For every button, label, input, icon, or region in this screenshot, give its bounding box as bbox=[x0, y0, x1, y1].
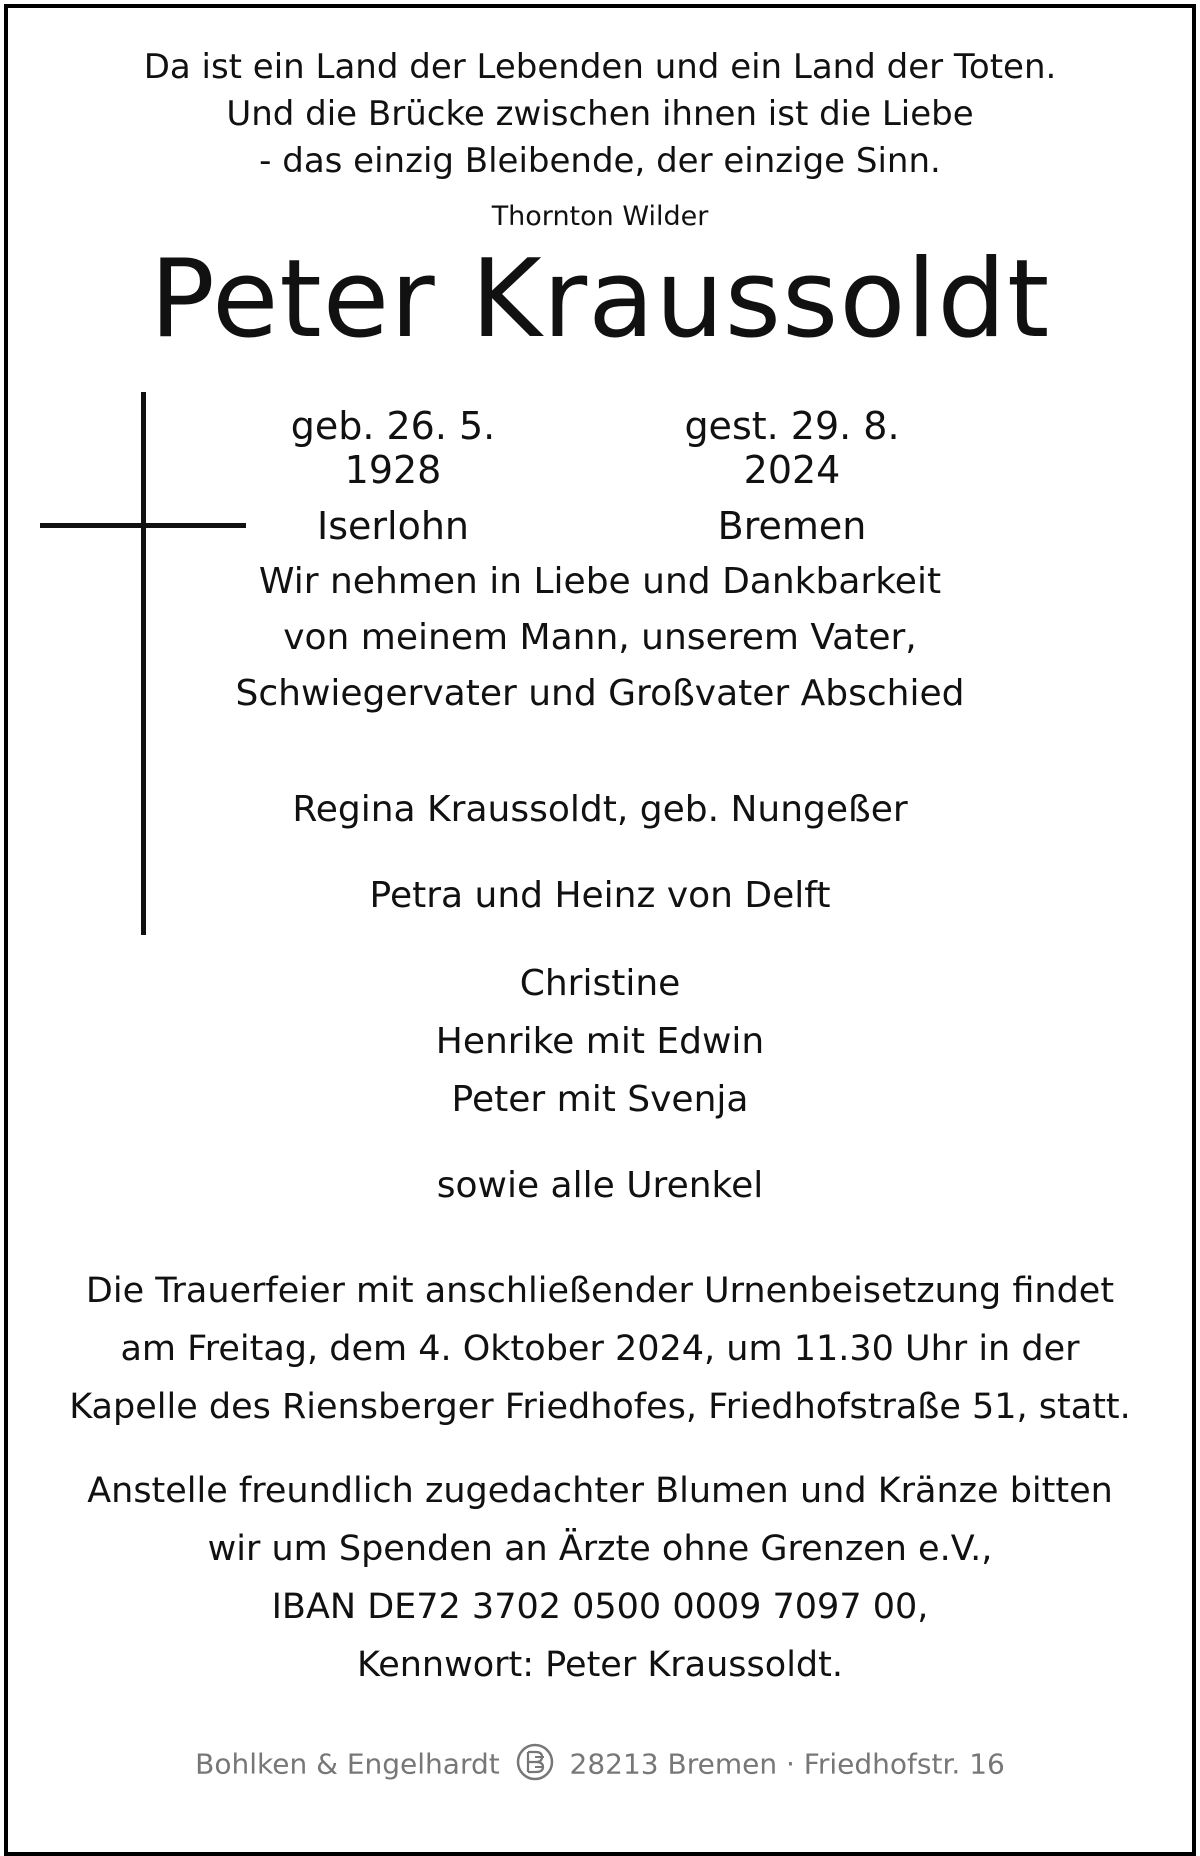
family-great-grandchildren: sowie alle Urenkel bbox=[436, 1165, 764, 1206]
donation-line: Anstelle freundlich zugedachter Blumen und Kränze bitten bbox=[87, 1471, 1113, 1511]
death-place: Bremen bbox=[717, 504, 867, 548]
deceased-name: Peter Kraussoldt bbox=[149, 237, 1051, 362]
donation-line: Kennwort: Peter Kraussoldt. bbox=[357, 1645, 843, 1685]
service-info bbox=[0, 1262, 1200, 1436]
funeral-home-footer bbox=[0, 1742, 1200, 1789]
company-address: 28213 Bremen · Friedhofstr. 16 bbox=[569, 1747, 1005, 1781]
birth-date: geb. 26. 5. 1928 bbox=[290, 404, 496, 492]
farewell-line: Wir nehmen in Liebe und Dankbarkeit bbox=[258, 561, 942, 602]
family-children: Petra und Heinz von Delft bbox=[369, 875, 831, 916]
company-name: Bohlken & Engelhardt bbox=[195, 1747, 500, 1781]
service-line: Kapelle des Riensberger Friedhofes, Friedhofstraße 51, statt. bbox=[69, 1387, 1131, 1427]
donation-info bbox=[0, 1462, 1200, 1694]
quote-author: Thornton Wilder bbox=[491, 201, 709, 232]
service-line: am Freitag, dem 4. Oktober 2024, um 11.30 Uhr in der bbox=[120, 1329, 1080, 1369]
farewell-line: Schwiegervater und Großvater Abschied bbox=[235, 673, 965, 714]
quote-line: - das einzig Bleibende, der einzige Sinn. bbox=[259, 141, 941, 181]
grandchild: Christine bbox=[519, 963, 681, 1004]
grandchild: Henrike mit Edwin bbox=[435, 1021, 765, 1062]
donation-line: wir um Spenden an Ärzte ohne Grenzen e.V., bbox=[207, 1529, 993, 1569]
quote-line: Da ist ein Land der Lebenden und ein Land der Toten. bbox=[143, 47, 1057, 87]
farewell-text bbox=[0, 554, 1200, 722]
quote bbox=[0, 44, 1200, 185]
family-spouse: Regina Kraussoldt, geb. Nungeßer bbox=[292, 789, 908, 830]
birth-info bbox=[248, 404, 538, 548]
grandchild: Peter mit Svenja bbox=[451, 1079, 749, 1120]
quote-line: Und die Brücke zwischen ihnen ist die Liebe bbox=[226, 94, 974, 134]
company-logo-icon bbox=[515, 1742, 555, 1789]
death-date: gest. 29. 8. 2024 bbox=[684, 404, 900, 492]
donation-line: IBAN DE72 3702 0500 0009 7097 00, bbox=[271, 1587, 929, 1627]
death-info bbox=[632, 404, 952, 548]
cross-icon-bar bbox=[40, 523, 246, 528]
birth-place: Iserlohn bbox=[317, 504, 469, 548]
family-grandchildren bbox=[0, 955, 1200, 1129]
farewell-line: von meinem Mann, unserem Vater, bbox=[283, 617, 917, 658]
service-line: Die Trauerfeier mit anschließender Urnenbeisetzung findet bbox=[85, 1271, 1115, 1311]
